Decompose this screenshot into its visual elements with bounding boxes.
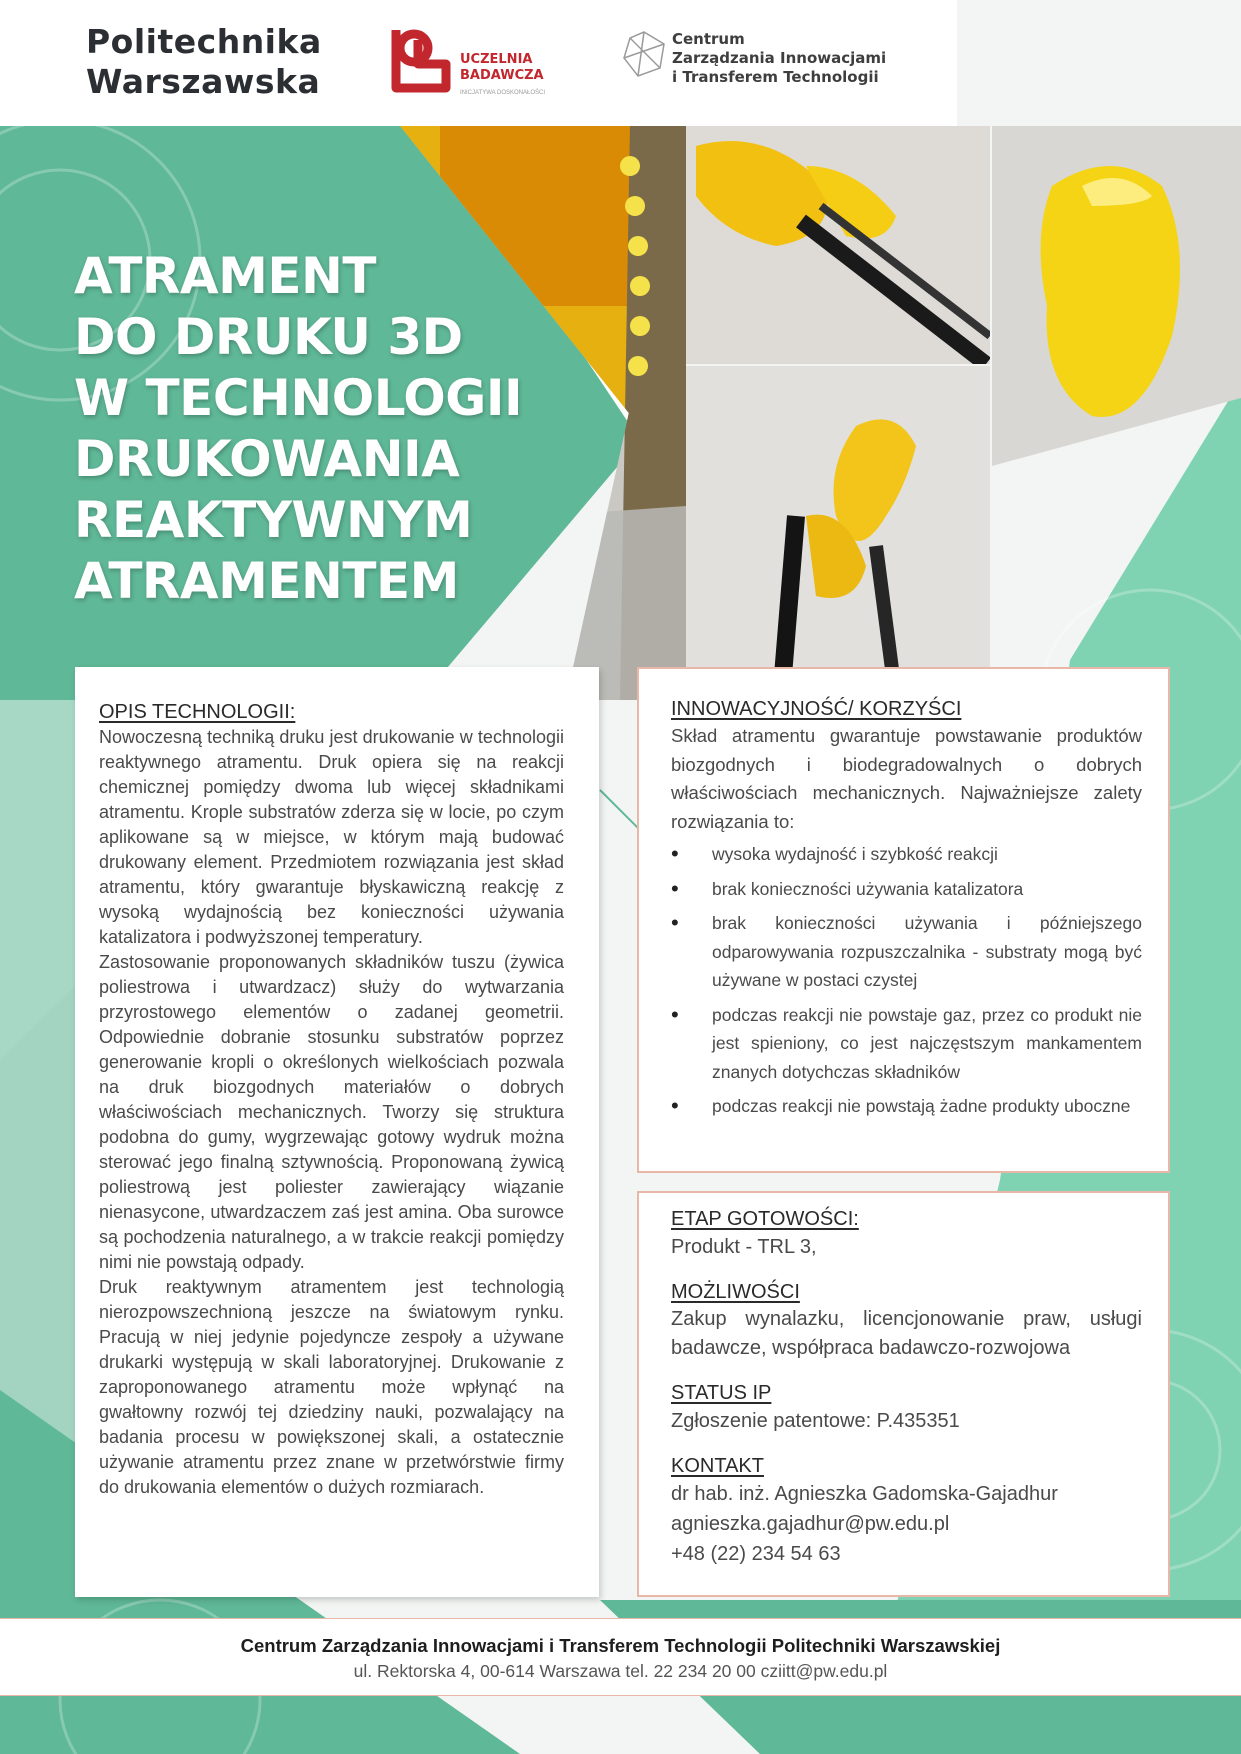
innovation-benefits-card [637,667,1170,1173]
politechnika-logo: Politechnika Warszawska [86,22,322,101]
header-bar [0,0,957,126]
opis-paragraph: Druk reaktywnym atramentem jest technologią nierozpowszechnioną jeszcze na światowym rynku. Pracują w niej jedynie pojedyncze zespoły a używane drukarki występują w skali laboratoryjnej. Drukowanie z zaproponowanego atramentu może wpłynąć na gwałtowny rozwój tej dziedziny nauki, pozwalający na badania procesu w powiększonej skali, a ostatecznie używanie atramentu przez znane w przetwórstwie firmy do drukowania elementów o dużych rozmiarach. [99,1277,564,1497]
contact-email[interactable]: agnieszka.gajadhur@pw.edu.pl [671,1513,950,1535]
footer [0,1618,1241,1696]
contact-phone: +48 (22) 234 54 63 [671,1543,841,1565]
section-heading-mozliwosci: MOŻLIWOŚCI [671,1281,800,1303]
opis-paragraph: Zastosowanie proponowanych składników tuszu (żywica poliestrowa i utwardzacz) służy do wytwarzania przyrostowego elementów o zadanej geometrii. Odpowiednie dobranie stosunku substratów poprzez generowanie kropli o określonych wielkościach pozwala na druk biozgodnych materiałów o dobrych właściwościach mechanicznych. Tworzy się struktura podobna do gumy, wygrzewając gotowy wydruk można sterować jego finalną sztywnością. Proponowaną żywicą poliestrową jest poliester zawierający wiązanie nienasycone, utwardzaczem zaś jest amina. Oba surowce są pochodzenia naturalnego, a w trakcie reakcji pomiędzy nimi nie powstają odpady. [99,952,564,1272]
contact-name: dr hab. inż. Agnieszka Gadomska-Gajadhur [671,1483,1058,1505]
possibilities-section [671,1279,1142,1363]
readiness-value: Produkt - TRL 3, [671,1236,817,1258]
list-item: • brak konieczności używania katalizatora [671,875,1142,904]
ink-photo-tweezers-bottom [686,366,990,700]
ip-status-value: Zgłoszenie patentowe: P.435351 [671,1410,960,1432]
footer-address: ul. Rektorska 4, 00-614 Warszawa tel. 22 234 20 00 cziitt@pw.edu.pl [353,1661,888,1681]
details-card [637,1191,1170,1597]
innowacyjnosc-intro: Skład atramentu gwarantuje powstawanie produktów biozgodnych i biodegradowalnych o dobrych właściwościach mechanicznych. Najważniejsze zalety rozwiązania to: [671,725,1142,832]
section-heading-etap: ETAP GOTOWOŚCI: [671,1208,859,1230]
cziitt-logo: Centrum Zarządzania Innowacjami i Transferem Technologii [620,28,668,85]
list-item: • podczas reakcji nie powstają żadne produkty uboczne [671,1092,1142,1121]
section-heading-opis: OPIS TECHNOLOGII: [99,701,296,723]
opis-paragraph: Nowoczesną techniką druku jest drukowanie w technologii reaktywnego atramentu. Druk opiera się na reakcji chemicznej pomiędzy dwoma lub więcej składnikami atramentu. Krople substratów zderza się w locie, po czym aplikowane są w miejsce, w którym mają budować drukowany element. Przedmiotem rozwiązania jest skład atramentu, który gwarantuje błyskawiczną reakcję z wysoką wydajnością bez konieczności używania katalizatora i podwyższonej temperatury. [99,727,564,947]
uczelnia-badawcza-logo: UCZELNIA BADAWCZA INICJATYWA DOSKONAŁOŚCI [388,28,454,99]
footer-organization: Centrum Zarządzania Innowacjami i Transferem Technologii Politechniki Warszawskiej [240,1635,1001,1656]
technology-description-card [75,667,599,1597]
list-item: • podczas reakcji nie powstaje gaz, przez co produkt nie jest spieniony, co jest najczęstszym mankamentem znanych dotychczas składników [671,1001,1142,1087]
list-item: • wysoka wydajność i szybkość reakcji [671,840,1142,869]
contact-section [671,1453,1142,1569]
ub-mark-icon [388,28,454,94]
readiness-section [671,1206,1142,1262]
possibilities-value: Zakup wynalazku, licencjonowanie praw, usługi badawcze, współpraca badawczo-rozwojowa [671,1308,1142,1359]
section-heading-kontakt: KONTAKT [671,1455,764,1477]
section-heading-innowacyjnosc: INNOWACYJNOŚĆ/ KORZYŚCI [671,698,962,720]
ink-photo-tweezers-top [686,126,990,364]
ip-status-section [671,1380,1142,1436]
list-item: • brak konieczności używania i późniejszego odparowywania rozpuszczalnika - substraty mogą być używane w postaci czystej [671,909,1142,995]
section-heading-status: STATUS IP [671,1382,772,1404]
network-icon [620,28,668,80]
benefits-list [671,840,1142,1121]
page-title: ATRAMENT DO DRUKU 3D W TECHNOLOGII DRUKOWANIA REAKTYWNYM ATRAMENTEM [74,247,523,610]
